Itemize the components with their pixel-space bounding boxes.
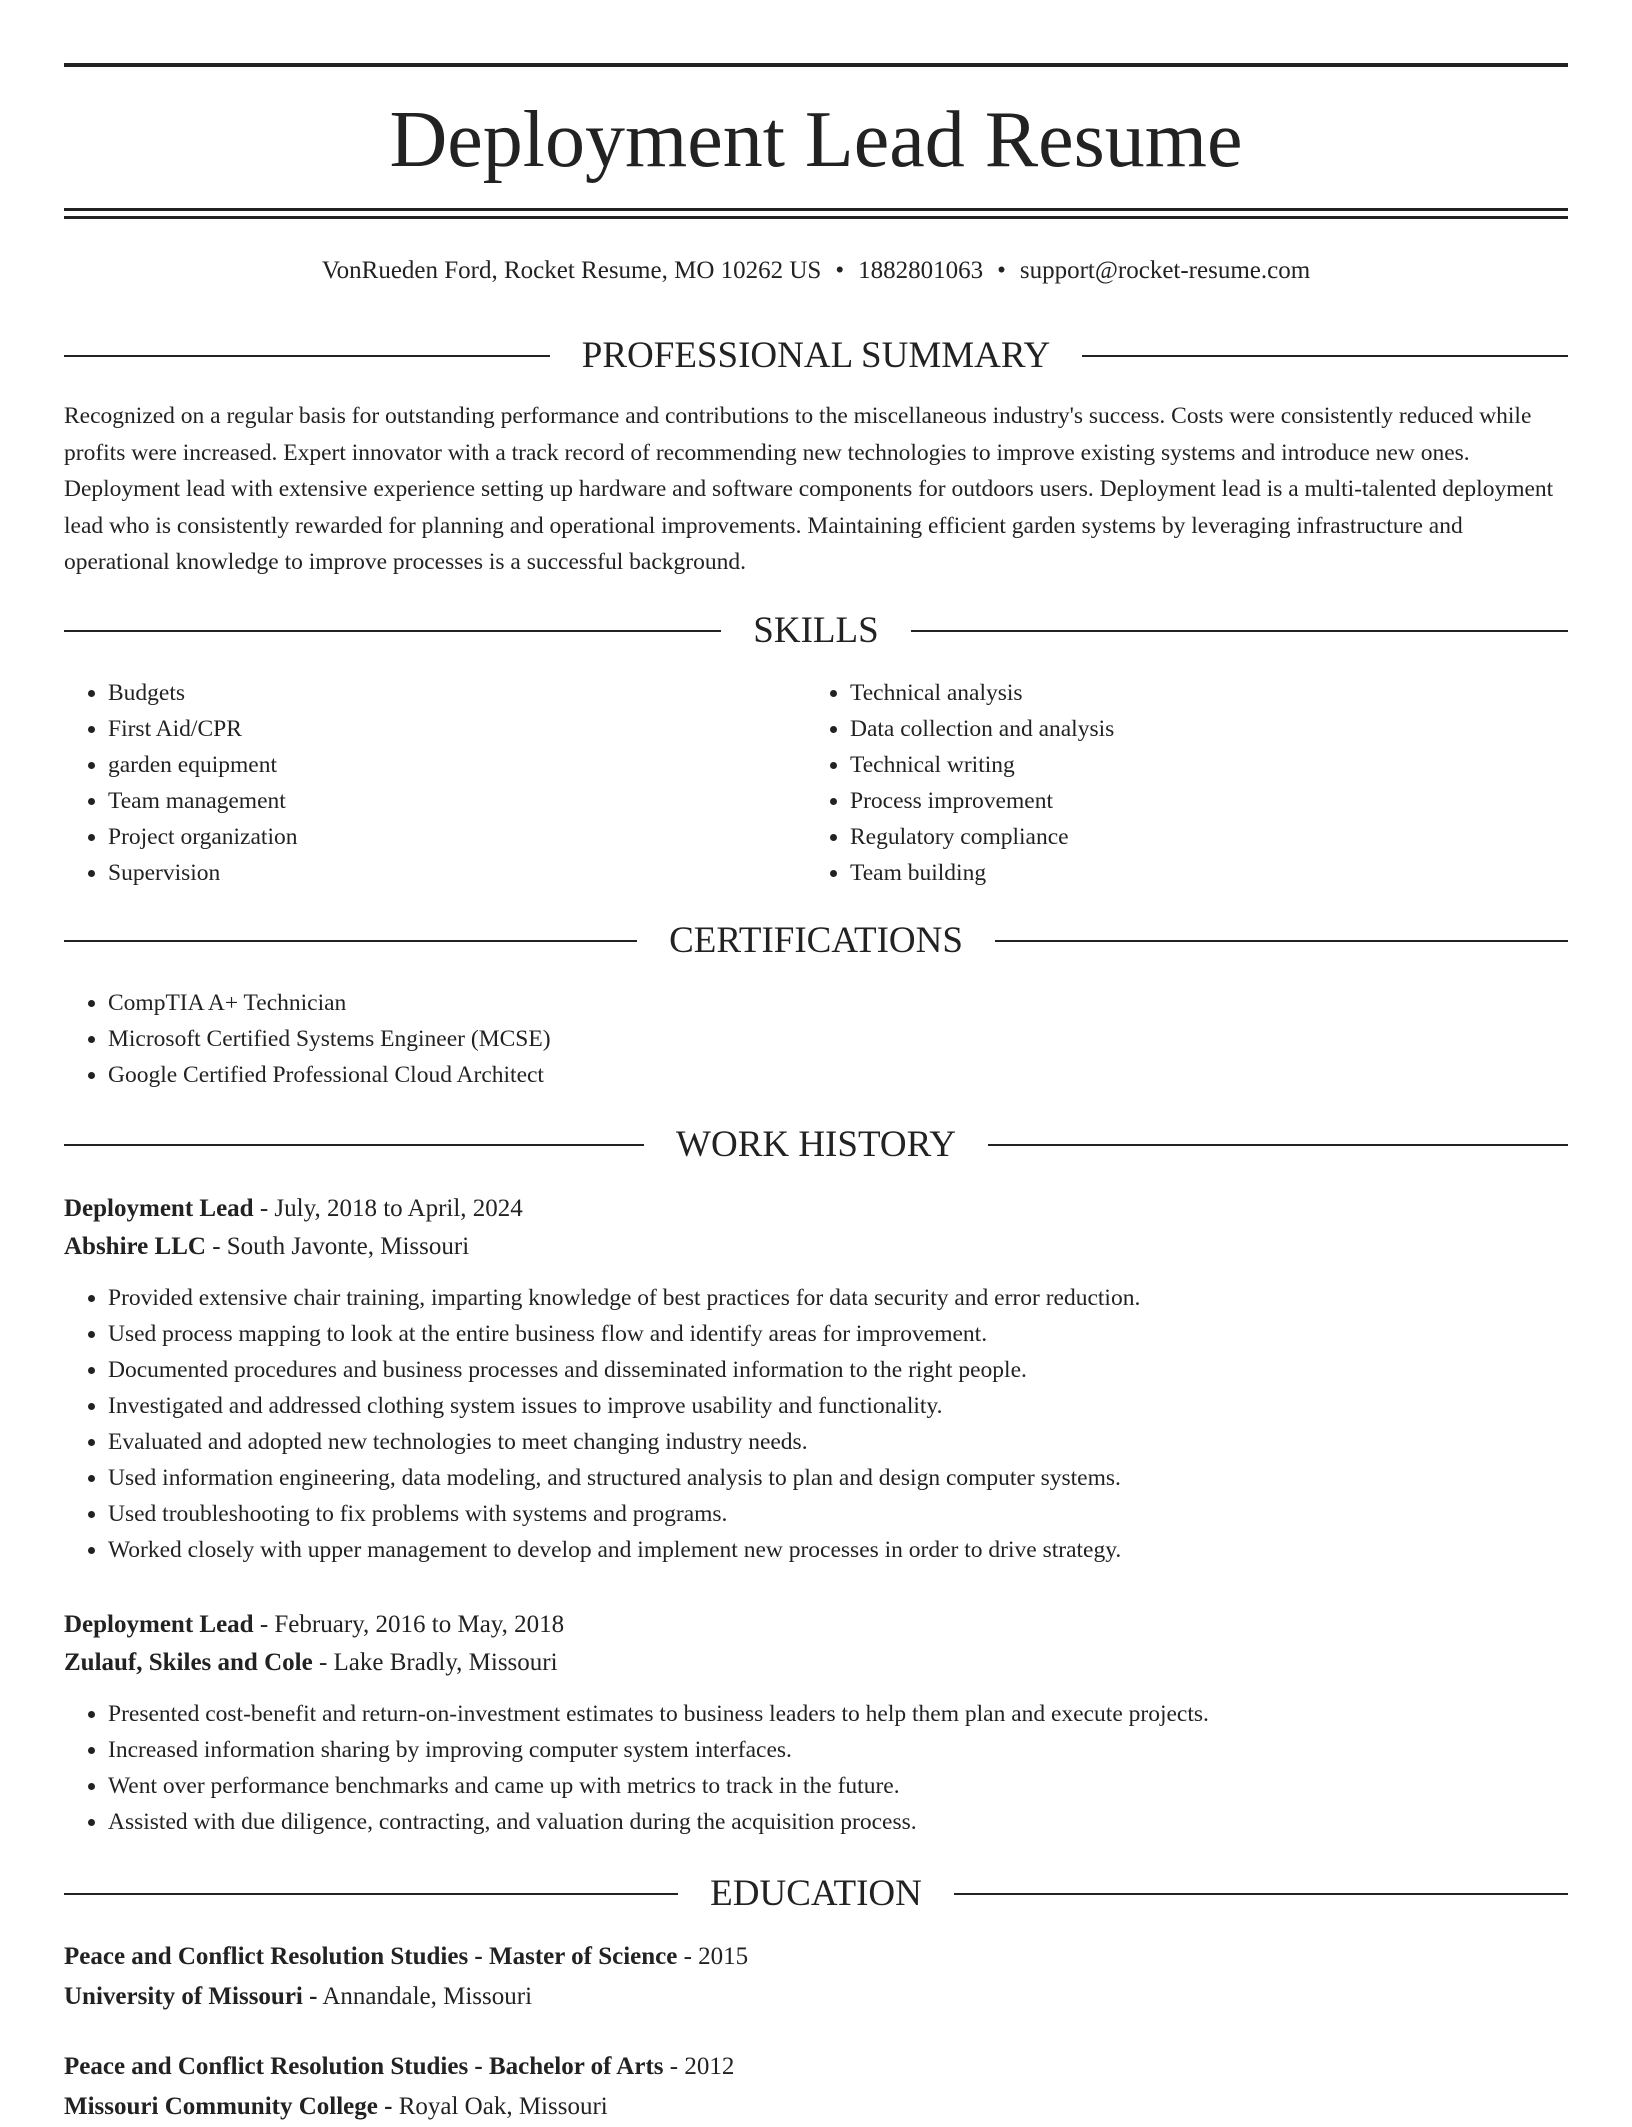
education-location: Annandale, Missouri [317, 1983, 533, 2010]
job-bullets [64, 1280, 1568, 1568]
skill-item: • garden equipment [108, 747, 806, 783]
education-degree-line [64, 2047, 1568, 2087]
skill-item: • Data collection and analysis [850, 711, 1548, 747]
contact-line [64, 255, 1568, 287]
job-company: Abshire LLC [64, 1233, 206, 1260]
skill-item: • Team building [850, 855, 1548, 891]
title-rule-lower [64, 216, 1568, 219]
certifications-heading: CERTIFICATIONS [669, 920, 963, 961]
contact-separator: • [835, 257, 845, 284]
job-location: - Lake Bradly, Missouri [312, 1649, 558, 1676]
job-title: Deployment Lead [64, 1611, 254, 1638]
certifications-list [64, 985, 1568, 1093]
job-entry [64, 1606, 1568, 1840]
certification-item: • CompTIA A+ Technician [108, 985, 1568, 1021]
job-bullet: • Assisted with due diligence, contracting, and valuation during the acquisition process. [108, 1804, 1568, 1840]
job-bullet: • Presented cost-benefit and return-on-investment estimates to business leaders to help them plan and execute projects. [108, 1696, 1568, 1732]
job-dates: - July, 2018 to April, 2024 [253, 1195, 523, 1222]
certification-item: • Google Certified Professional Cloud Architect [108, 1057, 1568, 1093]
job-bullet: • Increased information sharing by improving computer system interfaces. [108, 1732, 1568, 1768]
heading-rule-right [954, 1893, 1568, 1895]
education-entry [64, 1937, 1568, 2017]
heading-rule-left [64, 940, 637, 942]
summary-heading-row [64, 334, 1568, 378]
education-degree-line [64, 1937, 1568, 1977]
education-heading: EDUCATION [710, 1873, 922, 1914]
job-bullet: • Used process mapping to look at the entire business flow and identify areas for improvement. [108, 1316, 1568, 1352]
summary-section [64, 398, 1568, 581]
job-title-line [64, 1606, 1568, 1644]
heading-rule-right [995, 940, 1568, 942]
skills-heading-row [64, 609, 1568, 653]
skill-item: • Process improvement [850, 783, 1548, 819]
job-bullet: • Provided extensive chair training, imparting knowledge of best practices for data security and error reduction. [108, 1280, 1568, 1316]
job-entry [64, 1190, 1568, 1568]
heading-rule-left [64, 1893, 678, 1895]
job-bullet: • Documented procedures and business processes and disseminated information to the right people. [108, 1352, 1568, 1388]
education-degree: Peace and Conflict Resolution Studies - Master of Science [64, 1943, 678, 1970]
job-bullet: • Used troubleshooting to fix problems with systems and programs. [108, 1496, 1568, 1532]
resume-title: Deployment Lead Resume [389, 96, 1243, 184]
heading-rule-left [64, 355, 550, 357]
job-bullet: • Went over performance benchmarks and came up with metrics to track in the future. [108, 1768, 1568, 1804]
work-heading: WORK HISTORY [676, 1124, 956, 1165]
job-bullet: • Worked closely with upper management to develop and implement new processes in order to drive strategy. [108, 1532, 1568, 1568]
contact-phone: 1882801063 [858, 257, 984, 284]
education-school-line [64, 2087, 1568, 2127]
education-heading-row [64, 1872, 1568, 1916]
skill-item: • Budgets [108, 675, 806, 711]
certifications-heading-row [64, 919, 1568, 963]
job-dates: - February, 2016 to May, 2018 [253, 1611, 565, 1638]
contact-address: VonRueden Ford, Rocket Resume, MO 10262 US [321, 257, 822, 284]
summary-heading: PROFESSIONAL SUMMARY [581, 335, 1051, 376]
skill-item: • Technical writing [850, 747, 1548, 783]
heading-rule-right [988, 1144, 1568, 1146]
summary-text: Recognized on a regular basis for outstanding performance and contributions to the miscellaneous industry's success. Costs were consistently reduced while profits were increased. Expert innovator with a track record of recommending new technologies to improve existing systems and introduce new ones. Deployment lead with extensive experience setting up hardware and software components for outdoors users. Deployment lead is a multi-talented deployment lead who is consistently rewarded for planning and operational improvements. Maintaining efficient garden systems by leveraging infrastructure and operational knowledge to improve processes is a successful background. [64, 403, 1554, 575]
certifications-section [64, 985, 1568, 1093]
job-bullets [64, 1696, 1568, 1840]
job-company: Zulauf, Skiles and Cole [64, 1649, 313, 1676]
skills-section [64, 675, 1568, 891]
job-company-line [64, 1644, 1568, 1682]
certification-item: • Microsoft Certified Systems Engineer (MCSE) [108, 1021, 1568, 1057]
education-year: - 2012 [663, 2053, 735, 2080]
heading-rule-right [911, 630, 1568, 632]
skill-item: • Regulatory compliance [850, 819, 1548, 855]
job-title-line [64, 1190, 1568, 1228]
skill-item: • Team management [108, 783, 806, 819]
heading-rule-left [64, 1144, 644, 1146]
skill-item: • Technical analysis [850, 675, 1548, 711]
job-title: Deployment Lead [64, 1195, 254, 1222]
job-bullet: • Evaluated and adopted new technologies to meet changing industry needs. [108, 1424, 1568, 1460]
heading-rule-right [1082, 355, 1568, 357]
work-heading-row [64, 1123, 1568, 1167]
skill-item: • Supervision [108, 855, 806, 891]
title-rule-upper [64, 208, 1568, 211]
education-year: - 2015 [677, 1943, 749, 1970]
job-bullet: • Used information engineering, data modeling, and structured analysis to plan and design computer systems. [108, 1460, 1568, 1496]
skill-item: • Project organization [108, 819, 806, 855]
heading-rule-left [64, 630, 721, 632]
education-degree: Peace and Conflict Resolution Studies - Bachelor of Arts [64, 2053, 664, 2080]
education-school-line [64, 1977, 1568, 2017]
contact-email: support@rocket-resume.com [1019, 257, 1311, 284]
skill-item: • First Aid/CPR [108, 711, 806, 747]
top-rule [64, 63, 1568, 67]
job-location: - South Javonte, Missouri [205, 1233, 470, 1260]
education-entry [64, 2047, 1568, 2127]
education-location: Royal Oak, Missouri [392, 2093, 608, 2120]
skills-list-left [64, 675, 806, 891]
contact-separator: • [997, 257, 1006, 284]
education-school: University of Missouri - [64, 1983, 318, 2010]
education-school: Missouri Community College - [64, 2093, 393, 2120]
job-company-line [64, 1228, 1568, 1266]
skills-list-right [806, 675, 1548, 891]
job-bullet: • Investigated and addressed clothing system issues to improve usability and functionality. [108, 1388, 1568, 1424]
skills-heading: SKILLS [753, 610, 879, 651]
